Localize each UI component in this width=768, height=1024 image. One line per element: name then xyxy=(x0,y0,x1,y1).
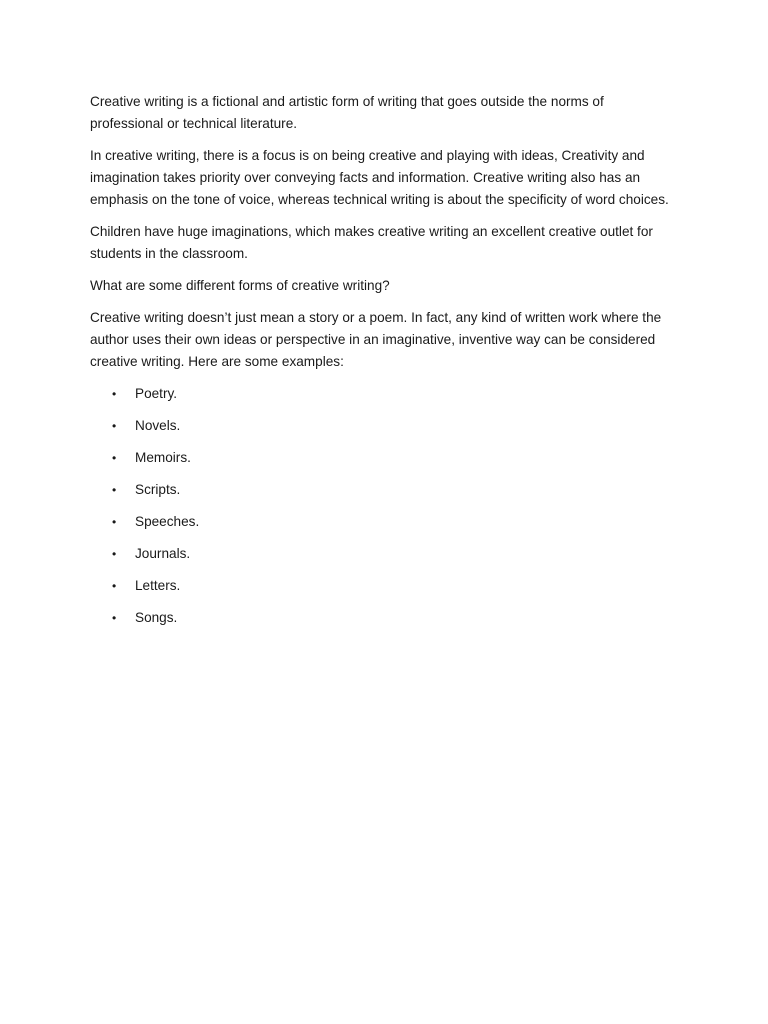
list-item-text: Journals. xyxy=(135,546,191,561)
bullet-icon: • xyxy=(112,611,117,625)
paragraph-definition: Creative writing is a fictional and artistic form of writing that goes outside the norms of professional or technical literature. xyxy=(90,94,604,131)
list-item xyxy=(90,607,680,629)
examples-list xyxy=(90,383,680,629)
bullet-icon: • xyxy=(112,515,117,529)
paragraph-examples-intro: Creative writing doesn’t just mean a story or a poem. In fact, any kind of written work where the author uses their own ideas or perspective in an imaginative, inventive way can be considered creative writing. Here are some examples: xyxy=(90,310,662,369)
list-item-text: Poetry. xyxy=(135,386,178,401)
list-item-text: Songs. xyxy=(135,610,178,625)
paragraph-focus: In creative writing, there is a focus is on being creative and playing with ideas, Creativity and imagination takes priority over conveying facts and information. Creative writing also has an emphasis on the tone of voice, whereas technical writing is about the specificity of word choices. xyxy=(90,148,669,207)
paragraph-question: What are some different forms of creative writing? xyxy=(90,278,390,293)
bullet-icon: • xyxy=(112,451,117,465)
list-item xyxy=(90,543,680,565)
bullet-icon: • xyxy=(112,387,117,401)
list-item-text: Letters. xyxy=(135,578,181,593)
list-item xyxy=(90,383,680,405)
bullet-icon: • xyxy=(112,419,117,433)
list-item xyxy=(90,511,680,533)
list-item xyxy=(90,447,680,469)
paragraph-children: Children have huge imaginations, which makes creative writing an excellent creative outlet for students in the classroom. xyxy=(90,224,653,261)
list-item-text: Memoirs. xyxy=(135,450,191,465)
list-item-text: Scripts. xyxy=(135,482,181,497)
list-item xyxy=(90,575,680,597)
list-item-text: Novels. xyxy=(135,418,181,433)
bullet-icon: • xyxy=(112,483,117,497)
list-item-text: Speeches. xyxy=(135,514,200,529)
bullet-icon: • xyxy=(112,579,117,593)
bullet-icon: • xyxy=(112,547,117,561)
list-item xyxy=(90,479,680,501)
list-item xyxy=(90,415,680,437)
document-page xyxy=(90,91,680,639)
